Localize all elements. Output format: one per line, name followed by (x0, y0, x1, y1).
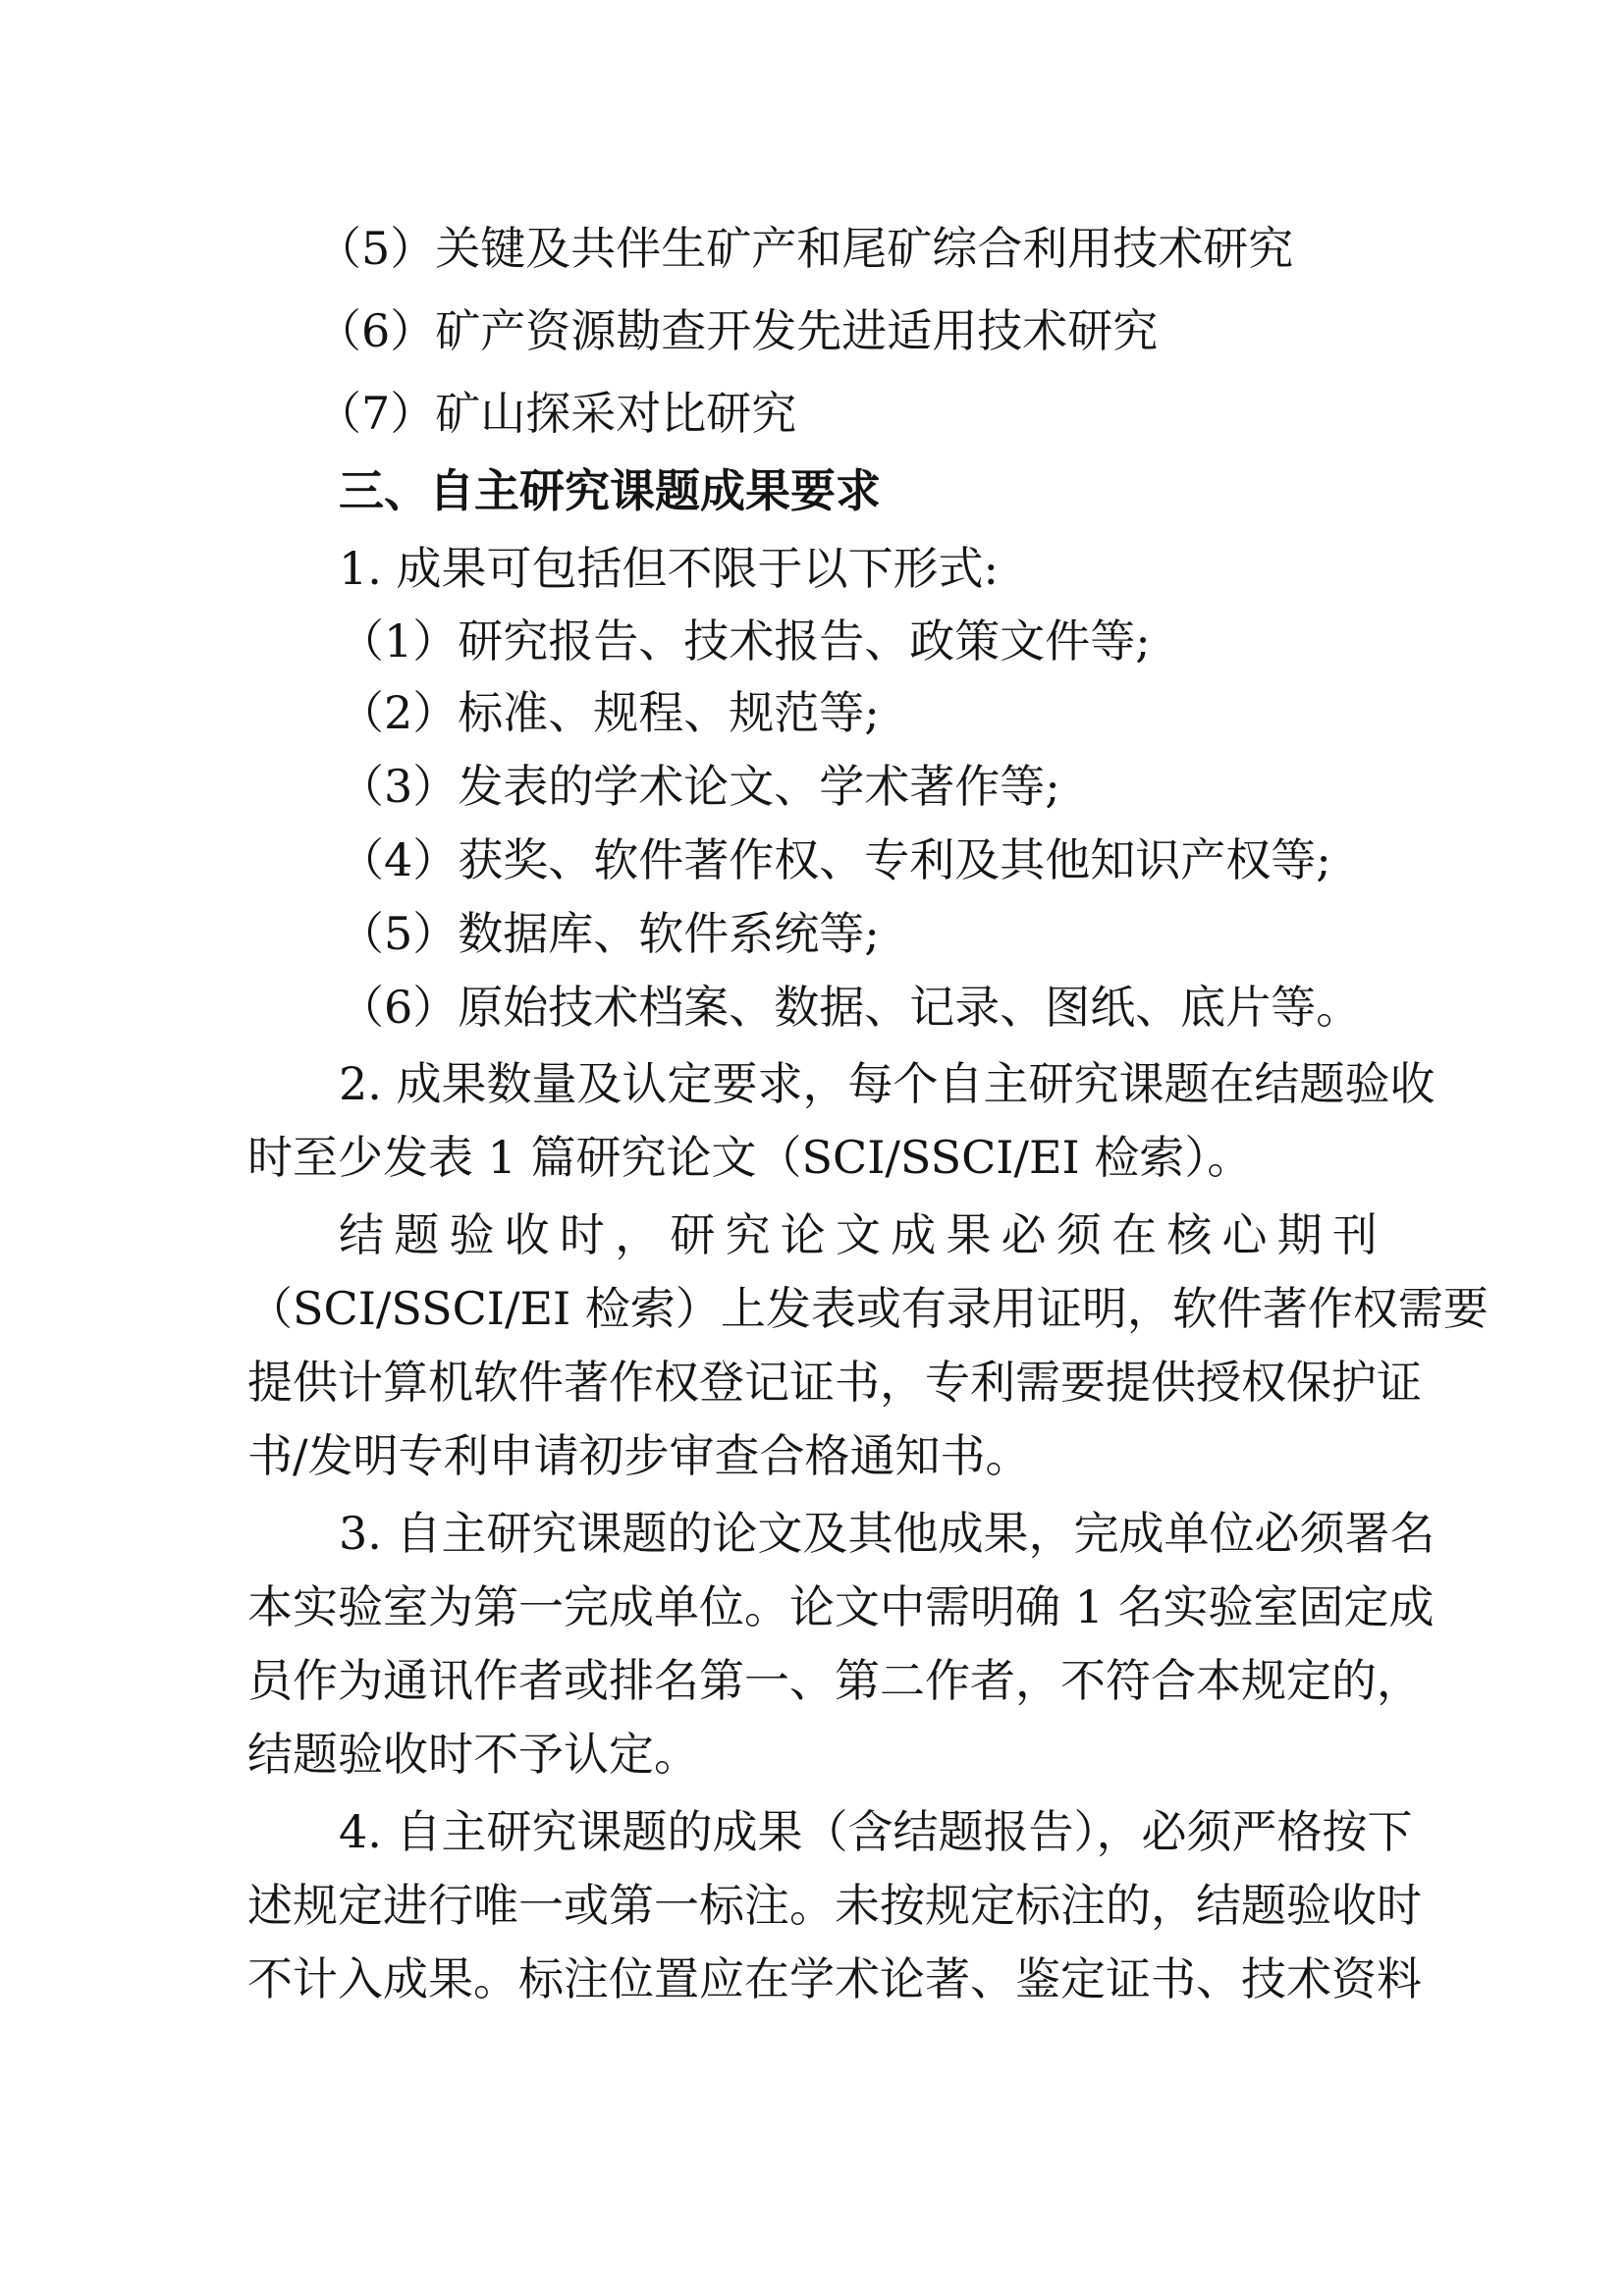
output-item-3: （3）发表的学术论文、学术著作等; (339, 760, 1060, 813)
output-item-4: （4）获奖、软件著作权、专利及其他知识产权等; (339, 833, 1331, 886)
section-heading: 三、自主研究课题成果要求 (339, 464, 881, 517)
output-item-5: （5）数据库、软件系统等; (339, 907, 880, 960)
paragraph-4-line-3: 员作为通讯作者或排名第一、第二作者，不符合本规定的， (247, 1654, 1422, 1707)
paragraph-2-line-2: 时至少发表 1 篇研究论文（SCI/SSCI/EI 检索）。 (247, 1131, 1253, 1184)
paragraph-3-line-4: 书/发明专利申请初步审查合格通知书。 (247, 1429, 1031, 1482)
output-item-1: （1）研究报告、技术报告、政策文件等; (339, 614, 1151, 667)
paragraph-2-line-1: 2. 成果数量及认定要求，每个自主研究课题在结题验收 (339, 1057, 1435, 1110)
paragraph-5-line-1: 4. 自主研究课题的成果（含结题报告），必须严格按下 (339, 1805, 1413, 1858)
output-item-2: （2）标准、规程、规范等; (339, 686, 880, 739)
output-item-6: （6）原始技术档案、数据、记录、图纸、底片等。 (339, 981, 1362, 1034)
paragraph-4-line-2: 本实验室为第一完成单位。论文中需明确 1 名实验室固定成 (247, 1580, 1435, 1633)
list-item-5: （5）关键及共伴生矿产和尾矿综合利用技术研究 (316, 222, 1294, 275)
paragraph-4-line-4: 结题验收时不予认定。 (247, 1728, 699, 1781)
list-item-6: （6）矿产资源勘查开发先进适用技术研究 (316, 304, 1159, 357)
paragraph-3-line-2: （SCI/SSCI/EI 检索）上发表或有录用证明，软件著作权需要 (247, 1282, 1489, 1335)
paragraph-3-line-3: 提供计算机软件著作权登记证书，专利需要提供授权保护证 (247, 1356, 1422, 1409)
paragraph-5-line-3: 不计入成果。标注位置应在学术论著、鉴定证书、技术资料 (247, 1952, 1422, 2005)
paragraph-5-line-2: 述规定进行唯一或第一标注。未按规定标注的，结题验收时 (247, 1879, 1422, 1932)
paragraph-4-line-1: 3. 自主研究课题的论文及其他成果，完成单位必须署名 (339, 1507, 1435, 1560)
list-item-7: （7）矿山探采对比研究 (316, 387, 797, 440)
paragraph-1-intro: 1. 成果可包括但不限于以下形式: (339, 542, 1000, 595)
paragraph-3-line-1: 结题验收时，研究论文成果必须在核心期刊 (339, 1208, 1378, 1261)
